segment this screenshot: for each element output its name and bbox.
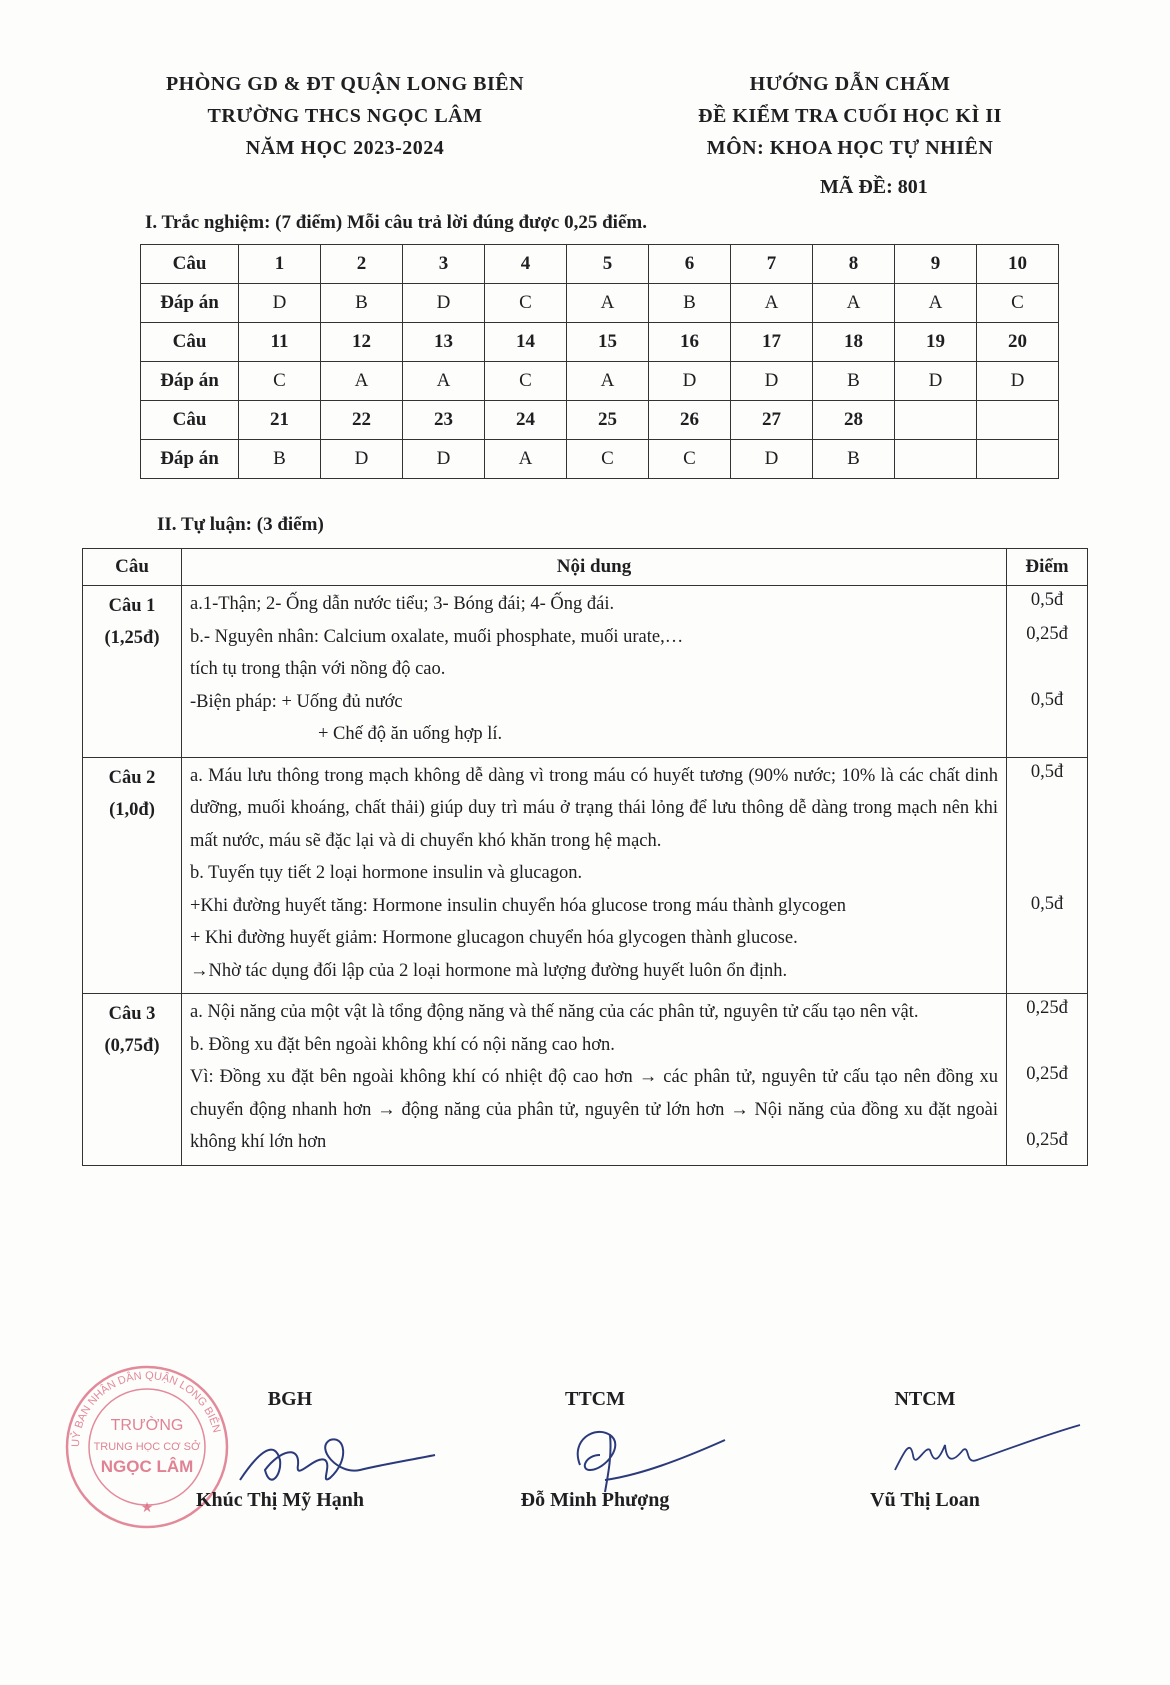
question-row (141, 245, 1059, 284)
answer-letter: C (485, 362, 567, 401)
answer-letter: A (485, 440, 567, 479)
essay-row-2 (83, 757, 1088, 994)
question-row (141, 323, 1059, 362)
stamp-line1: TRƯỜNG (110, 1417, 184, 1434)
answer-letter: D (977, 362, 1059, 401)
answer-row-label: Đáp án (141, 362, 239, 401)
question-number: 20 (977, 323, 1059, 362)
svg-text:★: ★ (140, 1501, 154, 1516)
exam-title: ĐỀ KIỂM TRA CUỐI HỌC KÌ II (698, 105, 1002, 127)
answer-letter: B (649, 284, 731, 323)
question-number: 26 (649, 401, 731, 440)
question-number: 14 (485, 323, 567, 362)
school-name: TRƯỜNG THCS NGỌC LÂM (207, 105, 483, 127)
handwritten-signature (220, 1420, 440, 1500)
answer-letter: D (731, 362, 813, 401)
question-number: 4 (485, 245, 567, 284)
signer-role: BGH (267, 1388, 313, 1410)
answer-line: -Biện pháp: + Uống đủ nước (190, 691, 403, 712)
question-row-label: Câu (141, 323, 239, 362)
answer-line: b. Đồng xu đặt bên ngoài không khí có nội năng cao hơn. (190, 1034, 615, 1055)
question-label: Câu 2 (108, 767, 156, 788)
answer-key-table (140, 244, 1059, 479)
question-number: 15 (567, 323, 649, 362)
question-score: (1,25đ) (104, 628, 160, 648)
signer-name: Đỗ Minh Phượng (520, 1489, 670, 1511)
col-content: Nội dung (182, 549, 1007, 586)
answer-line: + Khi đường huyết giảm: Hormone glucagon chuyển hóa glycogen thành glucose. (190, 928, 798, 948)
answer-letter: D (321, 440, 403, 479)
answer-letter: B (239, 440, 321, 479)
answer-line: a.1-Thận; 2- Ống dẫn nước tiểu; 3- Bóng đái; 4- Ống đái. (190, 594, 615, 614)
question-number: 25 (567, 401, 649, 440)
answer-letter: C (977, 284, 1059, 323)
points: 0,25đ (1026, 998, 1068, 1018)
signer-name: Khúc Thị Mỹ Hạnh (195, 1489, 365, 1511)
answer-line: Vì: Đồng xu đặt bên ngoài không khí có nhiệt độ cao hơn → các phân tử, nguyên tử cấu tạo nên đồng xu chuyển động nhanh hơn → động năng của phân tử, nguyên tử lớn hơn → Nội năng của đồng xu đặt ngoài không khí lớn hơn (190, 1067, 998, 1152)
signer-role: NTCM (894, 1388, 956, 1410)
stamp-line3: NGỌC LÂM (100, 1457, 194, 1476)
question-number: 3 (403, 245, 485, 284)
signer-role: TTCM (565, 1388, 625, 1410)
answer-letter: C (567, 440, 649, 479)
answer-letter: C (485, 284, 567, 323)
question-number: 27 (731, 401, 813, 440)
answer-letter: A (321, 362, 403, 401)
question-number: 8 (813, 245, 895, 284)
answer-row (141, 284, 1059, 323)
answer-letter: A (731, 284, 813, 323)
handwritten-signature (885, 1415, 1085, 1485)
points: 0,5đ (1030, 761, 1064, 782)
question-number: 10 (977, 245, 1059, 284)
part1-title: I. Trắc nghiệm: (7 điểm) Mỗi câu trả lời đúng được 0,25 điểm. (145, 212, 647, 233)
col-points: Điểm (1007, 549, 1088, 586)
essay-row-3 (83, 994, 1088, 1166)
essay-row-1 (83, 586, 1088, 758)
points: 0,5đ (1030, 893, 1064, 914)
answer-letter: A (813, 284, 895, 323)
answer-line: b. Tuyến tụy tiết 2 loại hormone insulin và glucagon. (190, 863, 583, 883)
answer-line: +Khi đường huyết tăng: Hormone insulin chuyển hóa glucose trong máu thành glycogen (190, 895, 847, 916)
answer-letter: A (403, 362, 485, 401)
stamp-ring-text: UỶ BAN NHÂN DÂN QUẬN LONG BIÊN (69, 1369, 223, 1448)
question-number: 21 (239, 401, 321, 440)
question-number: 2 (321, 245, 403, 284)
question-score: (0,75đ) (104, 1036, 160, 1056)
question-row (141, 401, 1059, 440)
doc-title: HƯỚNG DẪN CHẤM (749, 73, 951, 95)
question-row-label: Câu (141, 401, 239, 440)
answer-letter: A (567, 362, 649, 401)
answer-row-label: Đáp án (141, 440, 239, 479)
essay-table (82, 548, 1088, 1166)
question-number: 13 (403, 323, 485, 362)
question-number: 17 (731, 323, 813, 362)
answer-letter: B (321, 284, 403, 323)
points: 0,25đ (1026, 1064, 1068, 1084)
question-score: (1,0đ) (109, 799, 155, 820)
question-number: 16 (649, 323, 731, 362)
answer-line: a. Nội năng của một vật là tổng động năng và thế năng của các phân tử, nguyên tử cấu tạo nên vật. (190, 1002, 919, 1022)
answer-letter: A (895, 284, 977, 323)
department-name: PHÒNG GD & ĐT QUẬN LONG BIÊN (165, 73, 525, 95)
col-question: Câu (83, 549, 182, 586)
answer-letter: D (649, 362, 731, 401)
signer-name: Vũ Thị Loan (870, 1489, 980, 1511)
answer-letter: D (403, 440, 485, 479)
answer-line: →Nhờ tác dụng đối lập của 2 loại hormone mà lượng đường huyết luôn ổn định. (190, 960, 788, 981)
answer-letter: D (239, 284, 321, 323)
answer-line: b.- Nguyên nhân: Calcium oxalate, muối phosphate, muối urate,… (190, 626, 684, 647)
school-header (115, 68, 575, 164)
answer-letter: C (649, 440, 731, 479)
answer-letter: B (813, 362, 895, 401)
question-row-label: Câu (141, 245, 239, 284)
question-number: 1 (239, 245, 321, 284)
question-number: 22 (321, 401, 403, 440)
answer-line: tích tụ trong thận với nồng độ cao. (190, 659, 446, 679)
question-number: 11 (239, 323, 321, 362)
answer-letter: B (813, 440, 895, 479)
answer-line: a. Máu lưu thông trong mạch không dễ dàng vì trong máu có huyết tương (90% nước; 10% là các chất dinh dưỡng, muối khoáng, chất thải) giúp duy trì máu ở trạng thái lỏng để lưu thông dễ dàng trong mạch nên khi mất nước, máu sẽ đặc lại và di chuyển khó khăn trong hệ mạch. (190, 765, 998, 851)
school-year: NĂM HỌC 2023-2024 (245, 137, 445, 159)
stamp-line2: TRUNG HỌC CƠ SỞ (93, 1441, 201, 1453)
question-number: 19 (895, 323, 977, 362)
question-number: 6 (649, 245, 731, 284)
question-number: 28 (813, 401, 895, 440)
answer-letter: D (403, 284, 485, 323)
question-number (895, 401, 977, 440)
answer-letter (895, 440, 977, 479)
answer-letter: D (731, 440, 813, 479)
exam-header (640, 68, 1060, 164)
answer-letter: C (239, 362, 321, 401)
subject: MÔN: KHOA HỌC TỰ NHIÊN (706, 137, 994, 159)
answer-row (141, 362, 1059, 401)
question-number: 12 (321, 323, 403, 362)
question-number: 18 (813, 323, 895, 362)
points: 0,25đ (1026, 1130, 1068, 1150)
question-label: Câu 1 (108, 596, 156, 616)
answer-line: + Chế độ ăn uống hợp lí. (318, 724, 503, 744)
answer-row-label: Đáp án (141, 284, 239, 323)
question-number: 7 (731, 245, 813, 284)
points: 0,5đ (1030, 690, 1064, 710)
handwritten-signature (550, 1420, 730, 1500)
question-number: 24 (485, 401, 567, 440)
question-number: 23 (403, 401, 485, 440)
question-number: 9 (895, 245, 977, 284)
question-number: 5 (567, 245, 649, 284)
part2-title: II. Tự luận: (3 điểm) (157, 514, 324, 535)
answer-letter: A (567, 284, 649, 323)
points: 0,5đ (1030, 590, 1064, 610)
exam-code: MÃ ĐỀ: 801 (820, 176, 928, 198)
question-number (977, 401, 1059, 440)
answer-row (141, 440, 1059, 479)
answer-letter (977, 440, 1059, 479)
question-label: Câu 3 (108, 1004, 156, 1024)
answer-letter: D (895, 362, 977, 401)
points: 0,25đ (1026, 624, 1068, 644)
